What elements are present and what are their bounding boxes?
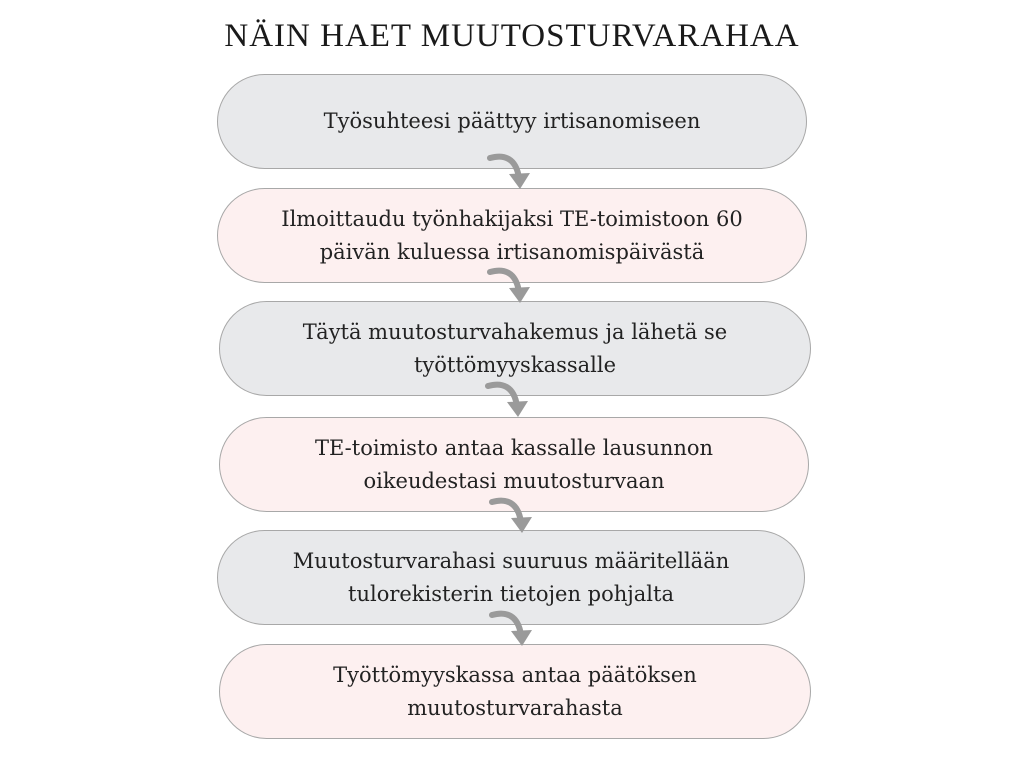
curved-arrow-down-icon <box>484 378 534 422</box>
step-6-label: Työttömyyskassa antaa päätöksen muutosturvarahasta <box>333 662 697 720</box>
step-6-box <box>219 644 811 739</box>
curved-arrow-down-icon <box>488 494 538 538</box>
curved-arrow-down-icon <box>486 264 536 308</box>
step-3-label: Täytä muutosturvahakemus ja lähetä se työttömyyskassalle <box>302 319 728 377</box>
page-title: NÄIN HAET MUUTOSTURVARAHAA <box>224 18 800 54</box>
step-4-label: TE-toimisto antaa kassalle lausunnon oikeudestasi muutosturvaan <box>314 435 714 493</box>
step-1-label: Työsuhteesi päättyy irtisanomiseen <box>323 109 701 133</box>
step-5-label: Muutosturvarahasi suuruus määritellään tulorekisterin tietojen pohjalta <box>292 548 730 606</box>
curved-arrow-down-icon <box>486 150 536 194</box>
step-2-label: Ilmoittaudu työnhakijaksi TE-toimistoon 60 päivän kuluessa irtisanomispäivästä <box>281 206 743 264</box>
curved-arrow-down-icon <box>488 607 538 651</box>
